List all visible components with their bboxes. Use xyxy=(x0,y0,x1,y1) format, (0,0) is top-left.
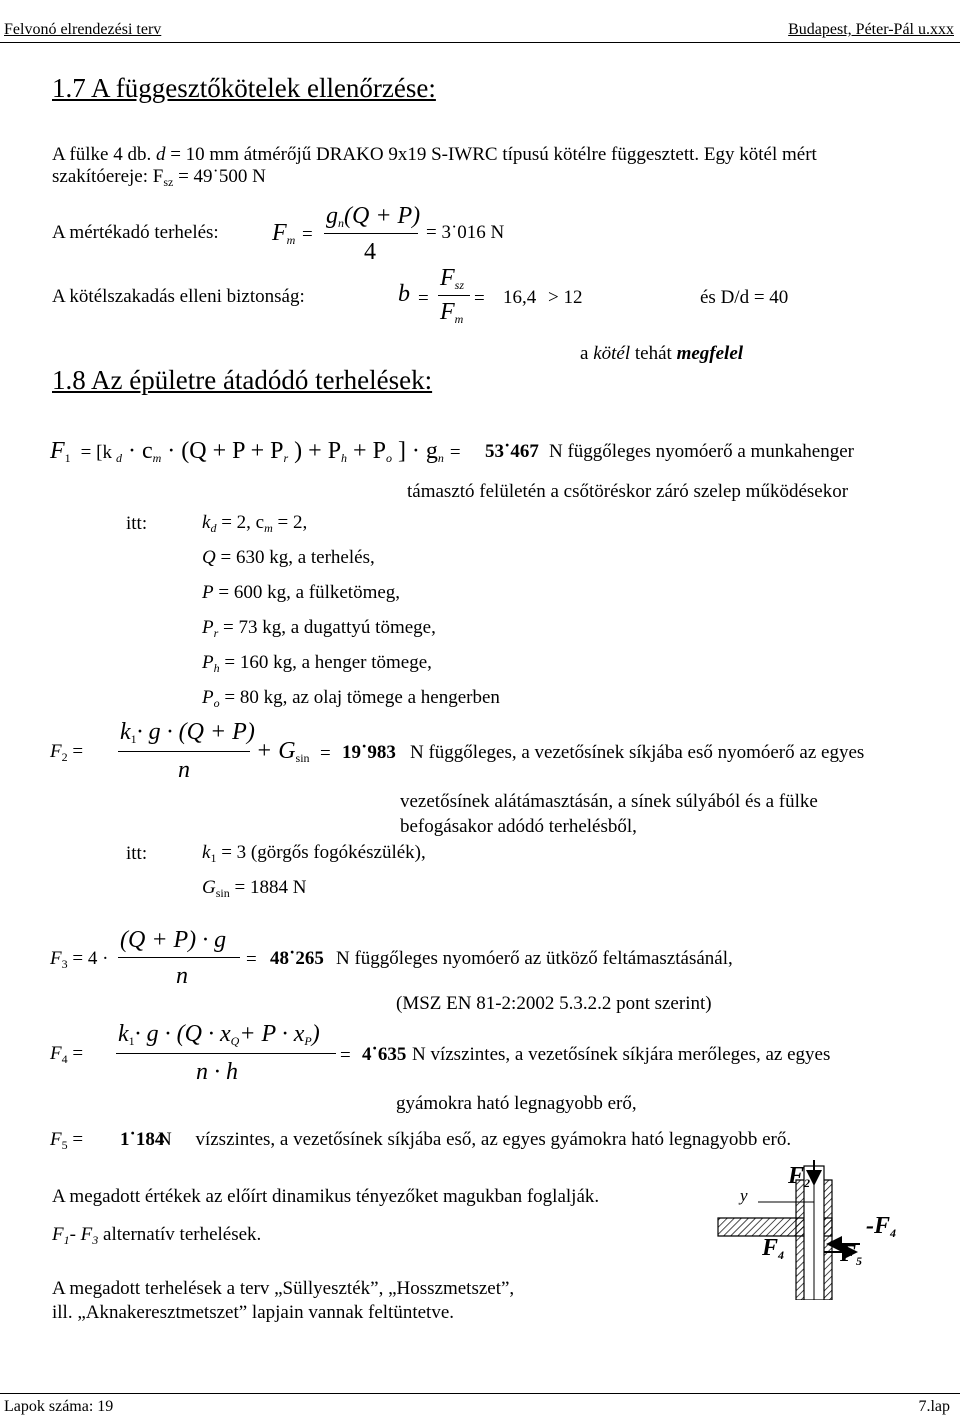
safety-dd: és D/d = 40 xyxy=(700,287,789,308)
f3-lhs: $F_3 = 4$ · xyxy=(50,948,109,971)
f4-lhs: $F_4$ = xyxy=(50,1043,84,1066)
f2-desc-2: vezetősínek alátámasztásán, a sínek súlyából és a fülke xyxy=(400,791,818,812)
param-Pr: $P_r = 73$ kg, a dugattyú tömege, xyxy=(202,617,436,640)
note-2: $F_1-$ $F_3$ alternatív terhelések. xyxy=(52,1224,262,1247)
rail-load-diagram xyxy=(700,1160,940,1300)
load-result: = 3˙016 N xyxy=(426,222,505,243)
diagram-F4-label: F4 xyxy=(762,1235,785,1262)
safety-eq2: = xyxy=(474,288,485,309)
f3-desc-2: (MSZ EN 81-2:2002 5.3.2.2 pont szerint) xyxy=(396,993,712,1014)
f5-lhs: $F_5$ = xyxy=(50,1129,84,1152)
note-1: A megadott értékek az előírt dinamikus tényezőket magukban foglalják. xyxy=(52,1186,600,1207)
load-denominator: 4 xyxy=(364,239,376,265)
safety-eq: = xyxy=(418,288,429,309)
intro-line-1: A fülke 4 db. d = 10 mm átmérőjű DRAKO 9x19 S-IWRC típusú kötélre függesztett. Egy kötél mért xyxy=(52,144,817,165)
intro-line-2: szakítóereje: $F_{sz}$ = 49˙500 N xyxy=(52,166,266,189)
param-k1: $k_1 = 3$ (görgős fogókészülék), xyxy=(202,842,426,865)
f1-value: 53˙467 xyxy=(485,441,539,462)
safety-b: b xyxy=(398,281,410,307)
f4-numerator: $k1\cdot g \cdot (Q \cdot x_Q+ P \cdot x_P)$ xyxy=(118,1021,320,1048)
load-eq: = xyxy=(302,224,313,245)
load-F: $F_m$ xyxy=(272,220,296,247)
note-4: ill. „Aknakeresztmetszet” lapjain vannak feltüntetve. xyxy=(52,1302,454,1323)
safety-compare: > 12 xyxy=(548,287,583,308)
diagram-y-label: y xyxy=(740,1186,748,1205)
param-Ph: $P_h = 160$ kg, a henger tömege, xyxy=(202,652,432,675)
safety-denominator: $F_m$ xyxy=(440,299,464,326)
param-Gsin: $G_{sin} = 1884$ N xyxy=(202,877,307,900)
diagram-negF4-label: -F4 xyxy=(866,1213,896,1240)
f2-plus-G: + Gsin xyxy=(256,738,310,765)
safety-label: A kötélszakadás elleni biztonság: xyxy=(52,286,305,307)
header-right: Budapest, Péter-Pál u.xxx xyxy=(788,21,954,38)
safety-value: 16,4 xyxy=(503,287,537,308)
f5-value: 1˙184 xyxy=(120,1129,165,1150)
f2-fraction-bar xyxy=(118,751,250,752)
f4-fraction-bar xyxy=(116,1053,336,1054)
f3-value: 48˙265 xyxy=(270,948,324,969)
diagram-F2-label: F2 xyxy=(788,1163,811,1190)
f4-denominator: n · h xyxy=(196,1059,238,1085)
itt-label-2: itt: xyxy=(126,843,148,864)
load-numerator: $g_n(Q + P)$ xyxy=(326,203,421,230)
f3-fraction-bar xyxy=(118,957,240,958)
itt-label-1: itt: xyxy=(126,513,148,534)
f1-desc-1: N függőleges nyomóerő a munkahenger xyxy=(549,441,854,462)
param-kd-cm: $k_d = 2$, $c_m = 2$, xyxy=(202,512,308,535)
f4-eq2: = xyxy=(340,1045,351,1066)
section-18-title: 1.8 Az épületre átadódó terhelések: xyxy=(52,365,433,395)
section-17-title: 1.7 A függesztőkötelek ellenőrzése: xyxy=(52,73,436,103)
safety-numerator: $F_{sz}$ xyxy=(440,265,465,292)
param-Q: Q = 630 kg, a terhelés, xyxy=(202,547,375,568)
f2-value: 19˙983 xyxy=(342,742,396,763)
diagram-F5-label: F5 xyxy=(840,1241,863,1268)
load-fraction-bar xyxy=(324,233,418,234)
footer-rule xyxy=(0,1393,960,1394)
footer-left: Lapok száma: 19 xyxy=(4,1398,114,1415)
safety-fraction-bar xyxy=(438,295,470,296)
f1-desc-2: támasztó felületén a csőtöréskor záró szelep működésekor xyxy=(407,481,849,502)
f2-lhs: $F_2$ = xyxy=(50,741,84,764)
f2-desc-1: N függőleges, a vezetősínek síkjába eső nyomóerő az egyes xyxy=(410,742,865,763)
footer-right: 7.lap xyxy=(918,1398,950,1415)
f1-formula: F1 = [k $_d \cdot c_m \cdot (Q + P + P_r$ ) + $P_h + P_o$ ] · $g_n$ = xyxy=(50,438,461,465)
f3-eq2: = xyxy=(246,949,257,970)
f4-desc-1: N vízszintes, a vezetősínek síkjára merőleges, az egyes xyxy=(412,1044,831,1065)
f5-desc: N vízszintes, a vezetősínek síkjába eső, az egyes gyámokra ható legnagyobb erő. xyxy=(158,1129,792,1150)
load-label: A mértékadó terhelés: xyxy=(52,222,219,243)
f3-desc-1: N függőleges nyomóerő az ütköző feltámasztásánál, xyxy=(336,948,733,969)
param-P: P = 600 kg, a fülketömeg, xyxy=(202,582,401,603)
f2-eq2: = xyxy=(320,743,331,764)
f4-desc-2: gyámokra ható legnagyobb erő, xyxy=(396,1093,637,1114)
f2-denominator: n xyxy=(178,757,190,783)
note-3: A megadott terhelések a terv „Süllyeszték”, „Hosszmetszet”, xyxy=(52,1278,515,1299)
f2-numerator: k1· g · (Q + P) xyxy=(120,719,255,746)
f3-numerator: (Q + P) · g xyxy=(120,927,227,953)
conclusion: a kötél tehát megfelel xyxy=(580,343,744,364)
f2-desc-3: befogásakor adódó terhelésből, xyxy=(400,816,637,837)
header-left: Felvonó elrendezési terv xyxy=(4,21,162,38)
f3-denominator: n xyxy=(176,963,188,989)
rail-diagram-svg xyxy=(700,1160,940,1300)
header-rule xyxy=(0,42,960,43)
f4-value: 4˙635 xyxy=(362,1044,407,1065)
param-Po: $P_o = 80$ kg, az olaj tömege a hengerben xyxy=(202,687,500,710)
